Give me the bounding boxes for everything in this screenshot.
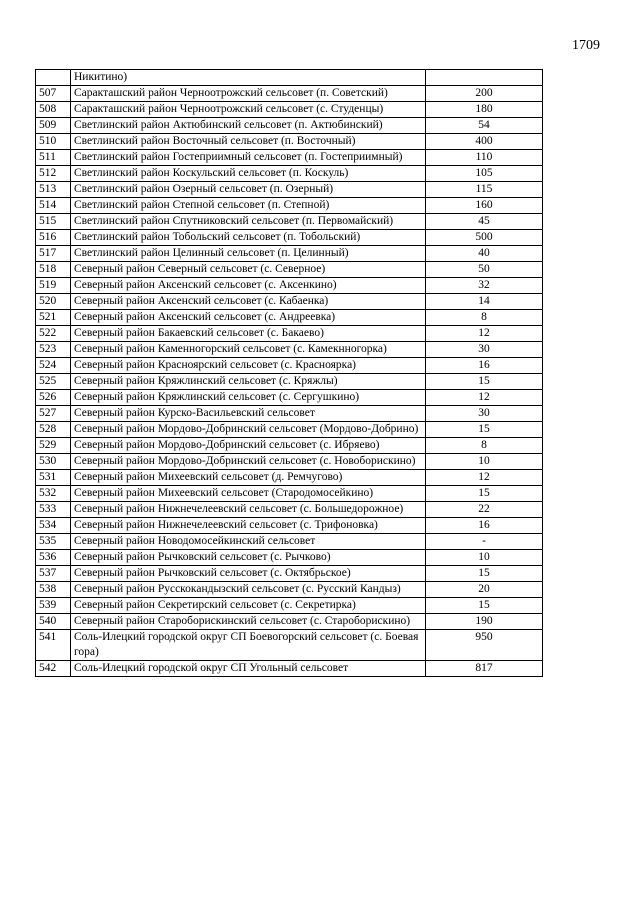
row-number: 540 xyxy=(36,614,71,630)
settlement-name: Северный район Михеевский сельсовет (Стародомосейкино) xyxy=(71,486,426,502)
quantity-value: 200 xyxy=(426,86,543,102)
settlement-name: Северный район Староборискинский сельсовет (с. Староборискино) xyxy=(71,614,426,630)
quantity-value: 190 xyxy=(426,614,543,630)
row-number: 508 xyxy=(36,102,71,118)
row-number: 541 xyxy=(36,630,71,661)
settlement-name: Светлинский район Спутниковский сельсовет (п. Первомайский) xyxy=(71,214,426,230)
row-number: 507 xyxy=(36,86,71,102)
quantity-value: 8 xyxy=(426,438,543,454)
quantity-value xyxy=(426,70,543,86)
row-number: 523 xyxy=(36,342,71,358)
settlement-name: Северный район Русскокандызский сельсовет (с. Русский Кандыз) xyxy=(71,582,426,598)
settlement-name: Северный район Аксенский сельсовет (с. Андреевка) xyxy=(71,310,426,326)
quantity-value: 400 xyxy=(426,134,543,150)
table-row xyxy=(36,182,543,198)
row-number: 534 xyxy=(36,518,71,534)
table-row xyxy=(36,534,543,550)
quantity-value: 950 xyxy=(426,630,543,661)
table-row xyxy=(36,214,543,230)
settlement-name: Северный район Бакаевский сельсовет (с. Бакаево) xyxy=(71,326,426,342)
table-row xyxy=(36,102,543,118)
table-row xyxy=(36,630,543,661)
row-number: 518 xyxy=(36,262,71,278)
table-row xyxy=(36,422,543,438)
settlement-name: Северный район Мордово-Добринский сельсовет (с. Новоборискино) xyxy=(71,454,426,470)
quantity-value: - xyxy=(426,534,543,550)
row-number: 529 xyxy=(36,438,71,454)
settlement-name: Саракташский район Черноотрожский сельсовет (с. Студенцы) xyxy=(71,102,426,118)
row-number: 513 xyxy=(36,182,71,198)
settlement-name: Соль-Илецкий городской округ СП Угольный сельсовет xyxy=(71,661,426,677)
settlement-name: Северный район Северный сельсовет (с. Северное) xyxy=(71,262,426,278)
table-row xyxy=(36,661,543,677)
table-row xyxy=(36,134,543,150)
quantity-value: 32 xyxy=(426,278,543,294)
row-number: 509 xyxy=(36,118,71,134)
settlement-name: Саракташский район Черноотрожский сельсовет (п. Советский) xyxy=(71,86,426,102)
settlement-name: Северный район Кряжлинский сельсовет (с. Сергушкино) xyxy=(71,390,426,406)
row-number: 510 xyxy=(36,134,71,150)
table-row xyxy=(36,86,543,102)
table-row xyxy=(36,342,543,358)
settlement-name: Северный район Красноярский сельсовет (с. Красноярка) xyxy=(71,358,426,374)
settlement-name: Соль-Илецкий городской округ СП Боевогорский сельсовет (с. Боевая гора) xyxy=(71,630,426,661)
table-row xyxy=(36,502,543,518)
table-row xyxy=(36,550,543,566)
table-row xyxy=(36,262,543,278)
settlement-name: Северный район Нижнечелеевский сельсовет (с. Большедорожное) xyxy=(71,502,426,518)
row-number: 524 xyxy=(36,358,71,374)
quantity-value: 54 xyxy=(426,118,543,134)
quantity-value: 12 xyxy=(426,390,543,406)
quantity-value: 15 xyxy=(426,486,543,502)
row-number: 511 xyxy=(36,150,71,166)
quantity-value: 45 xyxy=(426,214,543,230)
table-row xyxy=(36,406,543,422)
row-number: 526 xyxy=(36,390,71,406)
row-number: 515 xyxy=(36,214,71,230)
settlement-name: Северный район Секретирский сельсовет (с. Секретирка) xyxy=(71,598,426,614)
settlement-name: Северный район Курско-Васильевский сельсовет xyxy=(71,406,426,422)
quantity-value: 115 xyxy=(426,182,543,198)
row-number: 520 xyxy=(36,294,71,310)
settlement-name: Северный район Нижнечелеевский сельсовет (с. Трифоновка) xyxy=(71,518,426,534)
row-number: 527 xyxy=(36,406,71,422)
table-row xyxy=(36,582,543,598)
settlement-name: Северный район Мордово-Добринский сельсовет (с. Ибряево) xyxy=(71,438,426,454)
settlement-name: Никитино) xyxy=(71,70,426,86)
settlement-name: Северный район Аксенский сельсовет (с. Аксенкино) xyxy=(71,278,426,294)
quantity-value: 16 xyxy=(426,358,543,374)
row-number: 531 xyxy=(36,470,71,486)
row-number: 516 xyxy=(36,230,71,246)
quantity-value: 30 xyxy=(426,406,543,422)
quantity-value: 180 xyxy=(426,102,543,118)
settlement-name: Светлинский район Гостеприимный сельсовет (п. Гостеприимный) xyxy=(71,150,426,166)
row-number: 512 xyxy=(36,166,71,182)
row-number xyxy=(36,70,71,86)
row-number: 533 xyxy=(36,502,71,518)
settlement-name: Светлинский район Актюбинский сельсовет (п. Актюбинский) xyxy=(71,118,426,134)
settlement-name: Светлинский район Степной сельсовет (п. Степной) xyxy=(71,198,426,214)
table-row xyxy=(36,246,543,262)
row-number: 532 xyxy=(36,486,71,502)
table-row xyxy=(36,614,543,630)
table-row xyxy=(36,390,543,406)
table-row xyxy=(36,278,543,294)
quantity-value: 10 xyxy=(426,550,543,566)
settlement-name: Светлинский район Тобольский сельсовет (п. Тобольский) xyxy=(71,230,426,246)
table-row xyxy=(36,294,543,310)
table-row xyxy=(36,470,543,486)
quantity-value: 15 xyxy=(426,374,543,390)
settlements-table xyxy=(35,69,543,677)
quantity-value: 15 xyxy=(426,598,543,614)
settlement-name: Северный район Рычковский сельсовет (с. Рычково) xyxy=(71,550,426,566)
table-row xyxy=(36,454,543,470)
table-row xyxy=(36,118,543,134)
quantity-value: 50 xyxy=(426,262,543,278)
row-number: 521 xyxy=(36,310,71,326)
settlement-name: Светлинский район Восточный сельсовет (п. Восточный) xyxy=(71,134,426,150)
quantity-value: 15 xyxy=(426,422,543,438)
settlement-name: Северный район Новодомосейкинский сельсовет xyxy=(71,534,426,550)
table-row xyxy=(36,518,543,534)
table-row xyxy=(36,70,543,86)
settlement-name: Северный район Аксенский сельсовет (с. Кабаенка) xyxy=(71,294,426,310)
table-row xyxy=(36,310,543,326)
settlement-name: Северный район Михеевский сельсовет (д. Ремчугово) xyxy=(71,470,426,486)
settlement-name: Светлинский район Озерный сельсовет (п. Озерный) xyxy=(71,182,426,198)
settlement-name: Светлинский район Целинный сельсовет (п. Целинный) xyxy=(71,246,426,262)
row-number: 519 xyxy=(36,278,71,294)
settlement-name: Северный район Кряжлинский сельсовет (с. Кряжлы) xyxy=(71,374,426,390)
settlement-name: Северный район Мордово-Добринский сельсовет (Мордово-Добрино) xyxy=(71,422,426,438)
quantity-value: 110 xyxy=(426,150,543,166)
row-number: 542 xyxy=(36,661,71,677)
row-number: 539 xyxy=(36,598,71,614)
row-number: 538 xyxy=(36,582,71,598)
quantity-value: 817 xyxy=(426,661,543,677)
table-row xyxy=(36,566,543,582)
table-row xyxy=(36,166,543,182)
quantity-value: 20 xyxy=(426,582,543,598)
table-body xyxy=(36,70,543,677)
row-number: 536 xyxy=(36,550,71,566)
table-row xyxy=(36,230,543,246)
quantity-value: 15 xyxy=(426,566,543,582)
quantity-value: 40 xyxy=(426,246,543,262)
quantity-value: 8 xyxy=(426,310,543,326)
row-number: 537 xyxy=(36,566,71,582)
table-row xyxy=(36,374,543,390)
quantity-value: 105 xyxy=(426,166,543,182)
settlement-name: Северный район Каменногорский сельсовет (с. Камекнногорка) xyxy=(71,342,426,358)
row-number: 522 xyxy=(36,326,71,342)
table-row xyxy=(36,326,543,342)
quantity-value: 30 xyxy=(426,342,543,358)
row-number: 517 xyxy=(36,246,71,262)
table-row xyxy=(36,598,543,614)
table-row xyxy=(36,486,543,502)
table-row xyxy=(36,150,543,166)
quantity-value: 12 xyxy=(426,326,543,342)
settlement-name: Светлинский район Коскульский сельсовет (п. Коскуль) xyxy=(71,166,426,182)
row-number: 528 xyxy=(36,422,71,438)
quantity-value: 12 xyxy=(426,470,543,486)
quantity-value: 14 xyxy=(426,294,543,310)
row-number: 525 xyxy=(36,374,71,390)
row-number: 530 xyxy=(36,454,71,470)
table-row xyxy=(36,198,543,214)
quantity-value: 500 xyxy=(426,230,543,246)
table-row xyxy=(36,438,543,454)
row-number: 514 xyxy=(36,198,71,214)
row-number: 535 xyxy=(36,534,71,550)
settlement-name: Северный район Рычковский сельсовет (с. Октябрьское) xyxy=(71,566,426,582)
quantity-value: 22 xyxy=(426,502,543,518)
page-number: 1709 xyxy=(572,38,600,53)
quantity-value: 16 xyxy=(426,518,543,534)
table-row xyxy=(36,358,543,374)
quantity-value: 10 xyxy=(426,454,543,470)
quantity-value: 160 xyxy=(426,198,543,214)
